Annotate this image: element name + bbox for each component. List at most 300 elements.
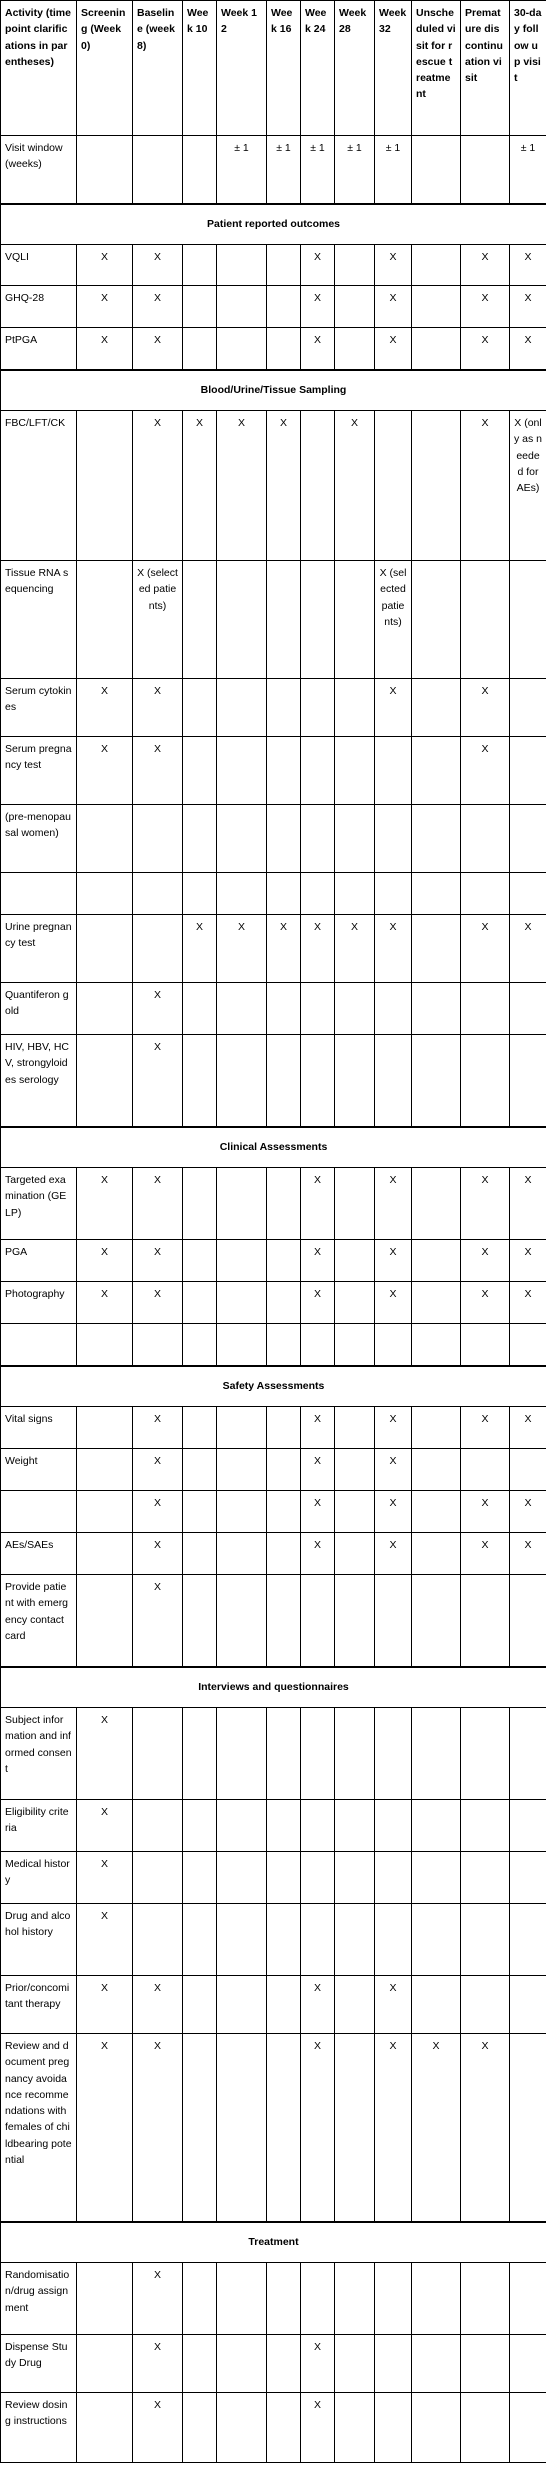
activity-row: [1, 873, 546, 915]
schedule-cell: [335, 1575, 375, 1667]
schedule-cell: [412, 2263, 461, 2335]
schedule-cell: X: [375, 1282, 412, 1324]
schedule-cell: [77, 411, 133, 561]
schedule-cell: [335, 1904, 375, 1976]
schedule-cell: [77, 561, 133, 679]
schedule-cell: [267, 1976, 301, 2034]
schedule-cell: [77, 1533, 133, 1575]
activity-name-cell: Vital signs: [1, 1407, 77, 1449]
schedule-cell: [335, 1449, 375, 1491]
schedule-cell: X: [375, 1240, 412, 1282]
schedule-cell: [461, 2335, 510, 2393]
schedule-cell: [217, 873, 267, 915]
schedule-cell: [412, 328, 461, 370]
schedule-cell: [217, 2263, 267, 2335]
schedule-cell: X: [461, 411, 510, 561]
schedule-cell: [335, 286, 375, 328]
schedule-cell: [183, 2335, 217, 2393]
schedule-cell: X: [301, 1449, 335, 1491]
schedule-cell: [183, 1904, 217, 1976]
schedule-cell: [375, 737, 412, 805]
schedule-cell: [183, 1282, 217, 1324]
schedule-cell: [301, 411, 335, 561]
schedule-cell: [412, 1533, 461, 1575]
schedule-cell: [301, 1324, 335, 1366]
schedule-cell: [217, 1852, 267, 1904]
schedule-cell: [412, 1575, 461, 1667]
schedule-cell: [301, 1035, 335, 1127]
activity-name-cell: Dispense Study Drug: [1, 2335, 77, 2393]
schedule-cell: X: [510, 328, 546, 370]
schedule-cell: X: [77, 1852, 133, 1904]
schedule-cell: [267, 1800, 301, 1852]
schedule-cell: [510, 1800, 546, 1852]
schedule-cell: [335, 1800, 375, 1852]
table-body: [1, 136, 546, 2463]
schedule-cell: [183, 1852, 217, 1904]
schedule-cell: [183, 245, 217, 286]
header-row: [1, 1, 546, 136]
section-title: Safety Assessments: [1, 1366, 546, 1407]
schedule-cell: X: [461, 679, 510, 737]
schedule-cell: X: [77, 1282, 133, 1324]
schedule-cell: X: [133, 1282, 183, 1324]
schedule-cell: [461, 561, 510, 679]
schedule-cell: [335, 1324, 375, 1366]
schedule-cell: [510, 561, 546, 679]
schedule-cell: [77, 1449, 133, 1491]
activity-row: [1, 915, 546, 983]
activity-name-cell: Serum pregnancy test: [1, 737, 77, 805]
schedule-cell: [217, 1168, 267, 1240]
schedule-cell: X: [510, 1533, 546, 1575]
schedule-cell: [77, 2335, 133, 2393]
schedule-cell: [375, 1575, 412, 1667]
schedule-cell: [412, 1852, 461, 1904]
column-header: Week 28: [335, 1, 375, 136]
activity-row: [1, 2034, 546, 2222]
section-header-row: [1, 1366, 546, 1407]
column-header: Week 24: [301, 1, 335, 136]
schedule-cell: X: [133, 1491, 183, 1533]
schedule-cell: X: [133, 1449, 183, 1491]
schedule-cell: [335, 328, 375, 370]
schedule-cell: [77, 1575, 133, 1667]
schedule-cell: X: [461, 737, 510, 805]
activity-name-cell: [1, 1491, 77, 1533]
schedule-cell: X: [77, 1800, 133, 1852]
schedule-cell: [77, 2263, 133, 2335]
schedule-cell: X: [301, 915, 335, 983]
schedule-cell: X: [133, 2034, 183, 2222]
schedule-cell: X: [510, 1282, 546, 1324]
section-header-row: [1, 1127, 546, 1168]
schedule-cell: [77, 1324, 133, 1366]
schedule-cell: [510, 2034, 546, 2222]
schedule-cell: [375, 2335, 412, 2393]
schedule-cell: [267, 1407, 301, 1449]
schedule-cell: [510, 1035, 546, 1127]
schedule-cell: [335, 1407, 375, 1449]
activity-name-cell: GHQ-28: [1, 286, 77, 328]
schedule-cell: [267, 1904, 301, 1976]
schedule-cell: X: [461, 1168, 510, 1240]
schedule-cell: X: [183, 411, 217, 561]
schedule-cell: X: [133, 1575, 183, 1667]
schedule-cell: [375, 1035, 412, 1127]
schedule-cell: [183, 2263, 217, 2335]
schedule-cell: [335, 1491, 375, 1533]
schedule-cell: X: [77, 737, 133, 805]
activity-row: [1, 679, 546, 737]
schedule-cell: X: [461, 1240, 510, 1282]
schedule-cell: [183, 1035, 217, 1127]
activity-name-cell: FBC/LFT/CK: [1, 411, 77, 561]
schedule-cell: X: [301, 2393, 335, 2463]
schedule-cell: [217, 2393, 267, 2463]
schedule-cell: [267, 245, 301, 286]
schedule-cell: [335, 737, 375, 805]
schedule-cell: X: [77, 1240, 133, 1282]
schedule-cell: [412, 286, 461, 328]
schedule-cell: X: [133, 1240, 183, 1282]
schedule-cell: [335, 1976, 375, 2034]
schedule-cell: [510, 983, 546, 1035]
schedule-cell: [461, 1852, 510, 1904]
schedule-cell: [301, 1800, 335, 1852]
schedule-cell: [267, 1282, 301, 1324]
schedule-cell: [217, 1533, 267, 1575]
schedule-cell: [183, 286, 217, 328]
schedule-cell: X: [77, 1708, 133, 1800]
schedule-cell: [183, 737, 217, 805]
schedule-cell: [217, 1904, 267, 1976]
schedule-cell: [77, 805, 133, 873]
schedule-cell: X: [133, 411, 183, 561]
schedule-cell: [217, 1976, 267, 2034]
schedule-cell: [412, 1800, 461, 1852]
activity-row: [1, 1035, 546, 1127]
section-header-row: [1, 1667, 546, 1708]
schedule-cell: X: [267, 411, 301, 561]
column-header: Premature discontinuation visit: [461, 1, 510, 136]
schedule-cell: [77, 136, 133, 204]
schedule-cell: X: [461, 2034, 510, 2222]
schedule-cell: X: [335, 915, 375, 983]
schedule-cell: X: [461, 1407, 510, 1449]
schedule-cell: [461, 1708, 510, 1800]
column-header: Week 10: [183, 1, 217, 136]
schedule-cell: [183, 328, 217, 370]
schedule-cell: X: [461, 1491, 510, 1533]
schedule-cell: [217, 983, 267, 1035]
schedule-cell: ± 1: [510, 136, 546, 204]
schedule-cell: [77, 1491, 133, 1533]
schedule-cell: [267, 286, 301, 328]
schedule-cell: [375, 2263, 412, 2335]
schedule-cell: X: [133, 286, 183, 328]
schedule-cell: [510, 1904, 546, 1976]
schedule-cell: [412, 1240, 461, 1282]
schedule-cell: X: [335, 411, 375, 561]
activity-row: [1, 1282, 546, 1324]
activity-row: [1, 328, 546, 370]
schedule-cell: [267, 983, 301, 1035]
schedule-cell: X: [267, 915, 301, 983]
activity-name-cell: Eligibility criteria: [1, 1800, 77, 1852]
schedule-cell: X: [510, 1168, 546, 1240]
schedule-cell: [412, 679, 461, 737]
schedule-cell: X: [375, 245, 412, 286]
activity-name-cell: Serum cytokines: [1, 679, 77, 737]
schedule-cell: [267, 1035, 301, 1127]
column-header: Baseline (week 8): [133, 1, 183, 136]
schedule-cell: [301, 873, 335, 915]
schedule-cell: [335, 805, 375, 873]
schedule-cell: X: [133, 2263, 183, 2335]
schedule-cell: [217, 561, 267, 679]
schedule-cell: [133, 873, 183, 915]
column-header-activity: Activity (time point clarifications in parentheses): [1, 1, 77, 136]
schedule-cell: [510, 1575, 546, 1667]
schedule-cell: [217, 328, 267, 370]
activity-name-cell: Weight: [1, 1449, 77, 1491]
schedule-cell: X: [301, 1240, 335, 1282]
schedule-cell: [412, 245, 461, 286]
schedule-cell: X: [183, 915, 217, 983]
schedule-cell: ± 1: [267, 136, 301, 204]
activity-row: [1, 136, 546, 204]
schedule-cell: [412, 1282, 461, 1324]
schedule-cell: [412, 1035, 461, 1127]
schedule-cell: [183, 1533, 217, 1575]
schedule-cell: X (only as needed for AEs): [510, 411, 546, 561]
schedule-cell: X: [133, 1035, 183, 1127]
schedule-cell: [183, 1449, 217, 1491]
schedule-cell: [217, 1449, 267, 1491]
schedule-cell: [412, 805, 461, 873]
schedule-cell: [217, 1575, 267, 1667]
schedule-cell: [183, 1708, 217, 1800]
schedule-cell: [412, 1904, 461, 1976]
schedule-cell: [335, 1035, 375, 1127]
schedule-cell: [77, 873, 133, 915]
schedule-cell: [510, 1324, 546, 1366]
schedule-cell: [461, 1324, 510, 1366]
activity-row: [1, 737, 546, 805]
schedule-cell: X: [133, 1168, 183, 1240]
column-header: Week 12: [217, 1, 267, 136]
schedule-cell: X: [133, 983, 183, 1035]
activity-row: [1, 1852, 546, 1904]
schedule-cell: [267, 805, 301, 873]
schedule-cell: [375, 1708, 412, 1800]
schedule-cell: [217, 1324, 267, 1366]
activity-name-cell: Medical history: [1, 1852, 77, 1904]
activity-row: [1, 1904, 546, 1976]
schedule-cell: [217, 1407, 267, 1449]
schedule-cell: X: [375, 1533, 412, 1575]
schedule-cell: [412, 2335, 461, 2393]
schedule-cell: [183, 805, 217, 873]
schedule-cell: [461, 136, 510, 204]
activity-name-cell: [1, 1324, 77, 1366]
schedule-cell: [133, 1324, 183, 1366]
section-title: Blood/Urine/Tissue Sampling: [1, 370, 546, 411]
schedule-cell: [183, 1240, 217, 1282]
activity-name-cell: AEs/SAEs: [1, 1533, 77, 1575]
schedule-cell: X: [375, 286, 412, 328]
activity-row: [1, 1575, 546, 1667]
schedule-cell: [335, 2393, 375, 2463]
schedule-cell: [510, 2393, 546, 2463]
schedule-cell: [133, 1904, 183, 1976]
section-header-row: [1, 2222, 546, 2263]
schedule-cell: [183, 983, 217, 1035]
schedule-cell: [183, 679, 217, 737]
activity-row: [1, 1449, 546, 1491]
schedule-cell: [183, 1976, 217, 2034]
activity-row: [1, 1324, 546, 1366]
activity-row: [1, 1240, 546, 1282]
activity-name-cell: Provide patient with emergency contact card: [1, 1575, 77, 1667]
activity-name-cell: Drug and alcohol history: [1, 1904, 77, 1976]
schedule-cell: X: [375, 1449, 412, 1491]
schedule-cell: [267, 1240, 301, 1282]
schedule-cell: [267, 561, 301, 679]
schedule-cell: [77, 983, 133, 1035]
schedule-cell: [412, 411, 461, 561]
activity-row: [1, 411, 546, 561]
section-title: Patient reported outcomes: [1, 204, 546, 245]
activity-row: [1, 1976, 546, 2034]
schedule-cell: [510, 805, 546, 873]
schedule-cell: X: [301, 2335, 335, 2393]
schedule-cell: [335, 1240, 375, 1282]
schedule-cell: X: [77, 1976, 133, 2034]
schedule-cell: [375, 1904, 412, 1976]
schedule-cell: [133, 805, 183, 873]
schedule-cell: [183, 1800, 217, 1852]
schedule-cell: [217, 1491, 267, 1533]
schedule-cell: [335, 2335, 375, 2393]
schedule-cell: [217, 1800, 267, 1852]
schedule-cell: [301, 1575, 335, 1667]
activity-name-cell: Randomisation/drug assignment: [1, 2263, 77, 2335]
schedule-cell: [133, 1852, 183, 1904]
activity-name-cell: Review dosing instructions: [1, 2393, 77, 2463]
schedule-cell: [461, 873, 510, 915]
schedule-cell: [133, 915, 183, 983]
schedule-cell: [217, 2335, 267, 2393]
schedule-cell: [183, 2393, 217, 2463]
activity-name-cell: [1, 873, 77, 915]
schedule-cell: X: [133, 2393, 183, 2463]
schedule-cell: X: [301, 1533, 335, 1575]
schedule-cell: [267, 1533, 301, 1575]
schedule-cell: [267, 1708, 301, 1800]
schedule-cell: [375, 1852, 412, 1904]
schedule-cell: [217, 286, 267, 328]
activity-name-cell: Visit window (weeks): [1, 136, 77, 204]
schedule-cell: [335, 2263, 375, 2335]
schedule-cell: [77, 1407, 133, 1449]
schedule-cell: [335, 1168, 375, 1240]
activity-name-cell: (pre-menopausal women): [1, 805, 77, 873]
schedule-cell: [133, 1708, 183, 1800]
activity-row: [1, 1491, 546, 1533]
column-header: Week 32: [375, 1, 412, 136]
schedule-cell: [412, 1708, 461, 1800]
schedule-cell: X: [133, 737, 183, 805]
schedule-cell: X: [133, 1407, 183, 1449]
schedule-cell: X: [510, 286, 546, 328]
schedule-cell: [267, 1491, 301, 1533]
schedule-cell: X: [301, 286, 335, 328]
schedule-cell: X: [375, 1168, 412, 1240]
schedule-cell: [133, 136, 183, 204]
schedule-cell: [335, 1708, 375, 1800]
schedule-cell: [301, 1904, 335, 1976]
schedule-cell: [375, 873, 412, 915]
schedule-cell: X: [301, 245, 335, 286]
column-header: Unscheduled visit for rescue treatment: [412, 1, 461, 136]
schedule-cell: [510, 1449, 546, 1491]
schedule-cell: X: [77, 1168, 133, 1240]
schedule-cell: [267, 1168, 301, 1240]
schedule-cell: X: [301, 1168, 335, 1240]
schedule-cell: [412, 1407, 461, 1449]
schedule-cell: X: [375, 1407, 412, 1449]
schedule-cell: [375, 1800, 412, 1852]
activity-name-cell: PtPGA: [1, 328, 77, 370]
schedule-cell: [335, 1282, 375, 1324]
schedule-cell: [412, 136, 461, 204]
activity-row: [1, 1708, 546, 1800]
column-header: Week 16: [267, 1, 301, 136]
schedule-cell: [267, 2263, 301, 2335]
schedule-cell: [267, 1852, 301, 1904]
activity-name-cell: Quantiferon gold: [1, 983, 77, 1035]
schedule-cell: [412, 1324, 461, 1366]
schedule-cell: [183, 561, 217, 679]
schedule-cell: X: [133, 679, 183, 737]
schedule-cell: [217, 245, 267, 286]
schedule-cell: X: [77, 2034, 133, 2222]
schedule-cell: [77, 1035, 133, 1127]
activity-name-cell: Urine pregnancy test: [1, 915, 77, 983]
schedule-cell: [301, 1852, 335, 1904]
schedule-cell: [217, 1282, 267, 1324]
schedule-cell: [375, 983, 412, 1035]
schedule-cell: [267, 2034, 301, 2222]
schedule-cell: [510, 873, 546, 915]
schedule-cell: [335, 2034, 375, 2222]
schedule-cell: [217, 679, 267, 737]
schedule-cell: X: [77, 286, 133, 328]
section-title: Interviews and questionnaires: [1, 1667, 546, 1708]
schedule-cell: [412, 1976, 461, 2034]
schedule-cell: [461, 983, 510, 1035]
column-header: 30-day follow up visit: [510, 1, 546, 136]
schedule-cell: X: [375, 1491, 412, 1533]
schedule-cell: [335, 561, 375, 679]
schedule-cell: [183, 1407, 217, 1449]
schedule-cell: [183, 1168, 217, 1240]
schedule-cell: [461, 1904, 510, 1976]
schedule-cell: [510, 2335, 546, 2393]
schedule-cell: X: [375, 915, 412, 983]
